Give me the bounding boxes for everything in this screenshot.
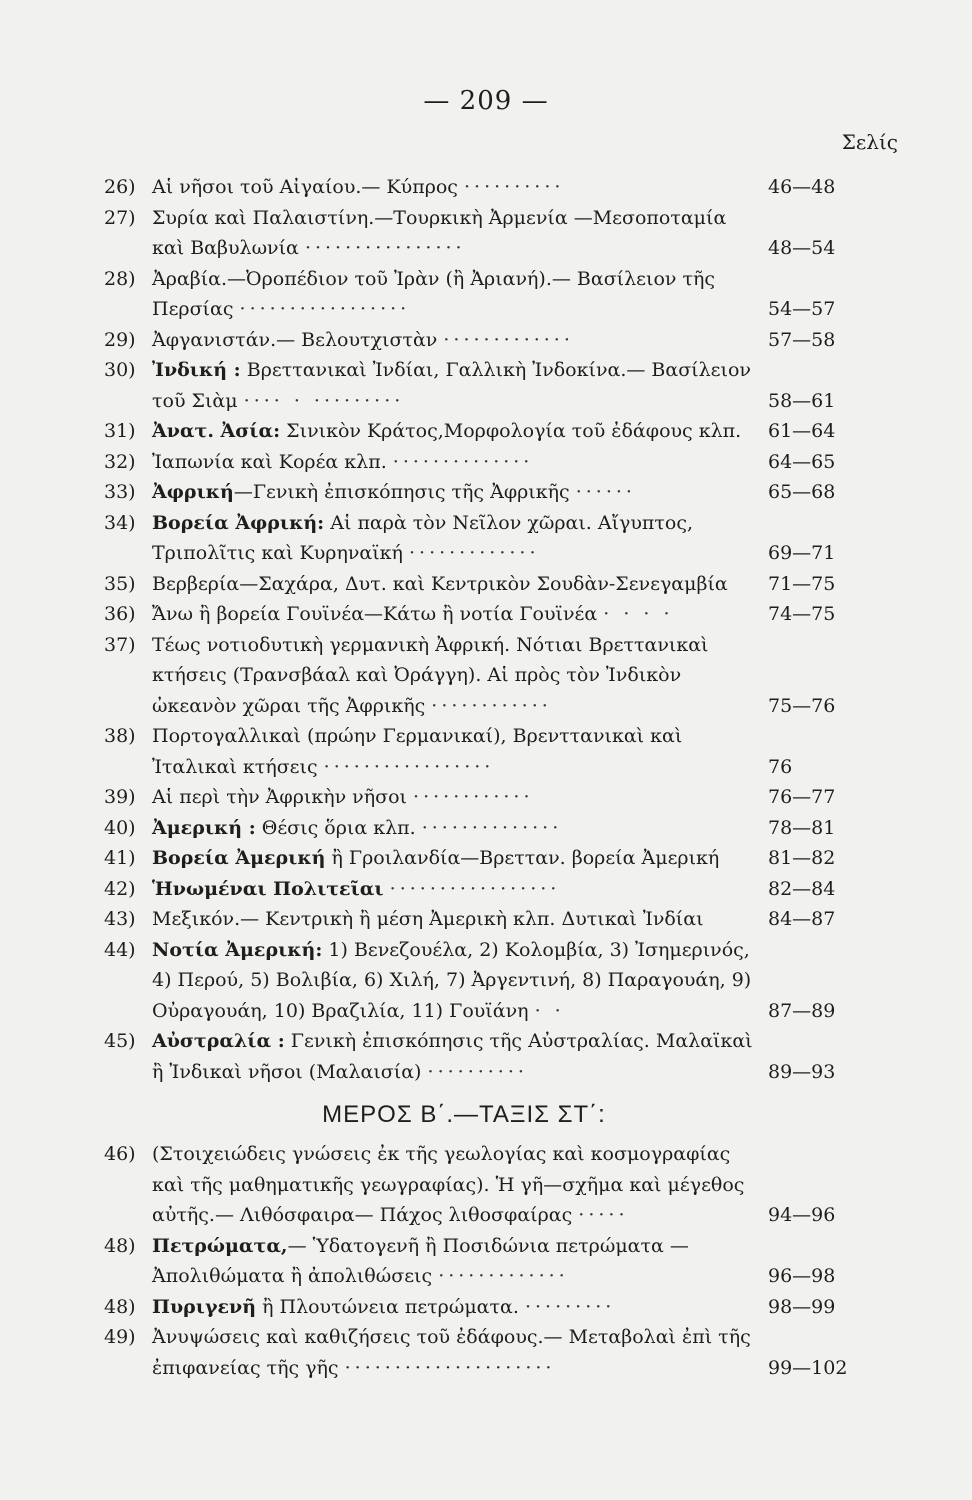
entry-pages: 75—76 [768, 694, 836, 717]
entry-number: 49) [104, 1326, 136, 1348]
entry-number: 29) [104, 328, 136, 351]
entry-text [152, 355, 760, 416]
entry-number: 27) [104, 206, 136, 229]
entry-pages: 65—68 [768, 481, 836, 503]
entry-number: 30) [104, 359, 136, 381]
entry-pages: 71—75 [768, 572, 836, 595]
leader-dots: ···· · ········· [243, 389, 405, 412]
entry-bold-title: Βορεία Ἀμερική [152, 847, 326, 869]
leader-dots: ················ [304, 237, 466, 259]
leader-dots: ············· [443, 328, 574, 351]
toc-entry [104, 325, 864, 356]
entry-number: 34) [104, 511, 136, 534]
entry-bold-title: Ἀνατ. Ἀσία: [152, 420, 281, 442]
leader-dots: ····· [578, 1204, 629, 1226]
toc-entry [104, 1322, 864, 1383]
entry-description: Αἱ παρὰ τὸν Νεῖλον χῶραι. Αἴγυπτος, Τριπολῖτις καὶ Κυρηναϊκή [152, 511, 694, 564]
entry-text [152, 1231, 760, 1292]
entry-number: 40) [104, 816, 136, 839]
entry-bold-title: Ἀμερική : [152, 816, 256, 839]
entry-text [152, 813, 760, 844]
toc-entry [104, 416, 864, 447]
toc-entry [104, 843, 864, 874]
leader-dots: ············ [413, 786, 534, 808]
entry-description: ἢ Πλουτώνεια πετρώματα. [256, 1295, 519, 1318]
toc-part-a [104, 172, 864, 1087]
pages-column-label: Σελίς [841, 130, 898, 154]
entry-pages: 76 [768, 755, 793, 778]
entry-number: 26) [104, 176, 136, 198]
toc-entry [104, 1231, 864, 1292]
entry-description: Αἱ περὶ τὴν Ἀφρικὴν νῆσοι [152, 786, 407, 808]
entry-number: 33) [104, 481, 136, 503]
entry-pages: 76—77 [768, 786, 836, 808]
toc-entry [104, 904, 864, 935]
table-of-contents [104, 172, 864, 1383]
entry-description: ἢ Γροιλανδία—Βρετταν. βορεία Ἀμερική [325, 847, 720, 869]
toc-part-b [104, 1139, 864, 1383]
entry-pages: 96—98 [768, 1265, 836, 1287]
entry-number: 31) [104, 420, 136, 442]
entry-number: 48) [104, 1234, 136, 1257]
entry-text [152, 264, 760, 325]
entry-description: Ἄνω ἢ βορεία Γουϊνέα—Κάτω ἢ νοτία Γουϊνέα [152, 603, 598, 625]
entry-text [152, 1139, 760, 1231]
toc-entry [104, 447, 864, 478]
entry-description: Τέως νοτιοδυτικὴ γερμανικὴ Ἀφρική. Νότιαι Βρεττανικαὶ κτήσεις (Τρανσβάαλ καὶ Ὀράγγη). Αἱ πρὸς τὸν Ἰνδικὸν ὠκεανὸν χῶραι τῆς Ἀφρικῆς [152, 633, 709, 717]
toc-entry [104, 355, 864, 416]
toc-entry [104, 1292, 864, 1323]
entry-pages: 69—71 [768, 542, 836, 564]
toc-entry [104, 264, 864, 325]
entry-description: Ἀφγανιστάν.— Βελουτχιστὰν [152, 328, 438, 351]
entry-pages: 54—57 [768, 298, 836, 320]
toc-entry [104, 630, 864, 722]
leader-dots: ······ [575, 481, 636, 503]
leader-dots: ················· [323, 755, 495, 778]
leader-dots: ············· [438, 1265, 569, 1287]
entry-description: Πορτογαλλικαὶ (πρώην Γερμανικαί), Βρενττανικαὶ καὶ Ἰταλικαὶ κτήσεις [152, 725, 683, 778]
toc-entry [104, 721, 864, 782]
entry-text [152, 935, 760, 1027]
entry-number: 36) [104, 603, 136, 625]
entry-pages: 57—58 [768, 328, 836, 351]
entry-text [152, 172, 760, 203]
toc-entry [104, 935, 864, 1027]
entry-bold-title: Ἰνδική : [152, 359, 241, 381]
toc-entry [104, 1026, 864, 1087]
entry-description: —Γενικὴ ἐπισκόπησις τῆς Ἀφρικῆς [233, 481, 570, 503]
entry-number: 41) [104, 847, 136, 869]
entry-text [152, 904, 760, 935]
entry-description: — Ὑδατογενῆ ἢ Ποσιδώνια πετρώματα —Ἀπολιθώματα ἢ ἀπολιθώσεις [152, 1234, 689, 1287]
entry-text [152, 416, 760, 447]
entry-description: Βρεττανικαὶ Ἰνδίαι, Γαλλικὴ Ἰνδοκίνα.— Βασίλειον τοῦ Σιὰμ [152, 359, 751, 412]
leader-dots: ·········· [427, 1060, 528, 1083]
toc-entry [104, 203, 864, 264]
entry-pages: 87—89 [768, 999, 836, 1022]
leader-dots: ·············· [421, 816, 563, 839]
entry-bold-title: Αὐστραλία : [152, 1030, 285, 1052]
entry-description: Βερβερία—Σαχάρα, Δυτ. καὶ Κεντρικὸν Σουδὰν-Σενεγαμβία [152, 572, 728, 595]
entry-description: Ἀνυψώσεις καὶ καθιζήσεις τοῦ ἐδάφους.— Μεταβολαὶ ἐπὶ τῆς ἐπιφανείας τῆς γῆς [152, 1326, 751, 1379]
toc-entry [104, 599, 864, 630]
leader-dots: ············ [431, 694, 552, 717]
entry-bold-title: Ἀφρική [152, 481, 234, 503]
entry-text [152, 508, 760, 569]
leader-dots: ·········· [464, 176, 565, 198]
leader-dots: ·············· [392, 450, 534, 473]
toc-entry [104, 813, 864, 844]
entry-number: 32) [104, 450, 136, 473]
entry-number: 35) [104, 572, 136, 595]
entry-pages: 64—65 [768, 450, 836, 473]
leader-dots: ····················· [344, 1356, 556, 1379]
entry-text [152, 325, 760, 356]
entry-number: 46) [104, 1143, 136, 1165]
leader-dots: ················· [389, 877, 561, 900]
entry-pages: 84—87 [768, 908, 836, 930]
entry-text [152, 782, 760, 813]
page-number: — 209 — [423, 86, 549, 116]
entry-description: Ἰαπωνία καὶ Κορέα κλπ. [152, 450, 387, 473]
entry-text [152, 477, 760, 508]
entry-text [152, 447, 760, 478]
entry-description: Αἱ νῆσοι τοῦ Αἰγαίου.— Κύπρος [152, 176, 458, 198]
entry-pages: 98—99 [768, 1295, 836, 1318]
toc-entry [104, 508, 864, 569]
entry-text [152, 630, 760, 722]
entry-text [152, 569, 760, 600]
entry-bold-title: Βορεία Ἀφρική: [152, 511, 325, 534]
entry-pages: 74—75 [768, 603, 836, 625]
entry-text [152, 1026, 760, 1087]
entry-number: 45) [104, 1030, 136, 1052]
entry-description: Γενικὴ ἐπισκόπησις τῆς Αὐστραλίας. Μαλαϊκαὶ ἢ Ἰνδικαὶ νῆσοι (Μαλαισία) [152, 1030, 753, 1083]
entry-text [152, 1292, 760, 1323]
entry-text [152, 1322, 760, 1383]
entry-number: 44) [104, 938, 136, 961]
entry-bold-title: Πετρώματα, [152, 1234, 288, 1257]
toc-entry [104, 477, 864, 508]
entry-number: 43) [104, 908, 136, 930]
entry-pages: 81—82 [768, 847, 836, 869]
entry-pages: 61—64 [768, 420, 836, 442]
entry-pages: 89—93 [768, 1060, 836, 1083]
entry-pages: 78—81 [768, 816, 836, 839]
entry-number: 37) [104, 633, 136, 656]
leader-dots: ············· [408, 542, 540, 564]
entry-bold-title: Πυριγενῆ [152, 1295, 257, 1318]
entry-pages: 48—54 [768, 237, 836, 259]
entry-number: 38) [104, 725, 136, 747]
entry-pages: 94—96 [768, 1204, 836, 1226]
entry-text [152, 203, 760, 264]
entry-description: Ἀραβία.—Ὀροπέδιον τοῦ Ἰρὰν (ἢ Ἀριανή).— Βασίλειον τῆς Περσίας [152, 267, 716, 320]
entry-number: 39) [104, 786, 136, 808]
entry-description: 1) Βενεζουέλα, 2) Κολομβία, 3) Ἰσημερινός, 4) Περού, 5) Βολιβία, 6) Χιλή, 7) Ἀργεντινή, 8) Παραγουάη, 9) Οὐραγουάη, 10) Βραζιλία, 11) Γουϊάνη [152, 938, 752, 1022]
leader-dots: · · [534, 999, 565, 1022]
entry-description: (Στοιχειώδεις γνώσεις ἐκ τῆς γεωλογίας καὶ κοσμογραφίας καὶ τῆς μαθηματικῆς γεωγραφίας). Ἡ γῆ—σχῆμα καὶ μέγεθος αὐτῆς.— Λιθόσφαιρα— Πάχος λιθοσφαίρας [152, 1143, 745, 1226]
entry-description: Μεξικόν.— Κεντρικὴ ἢ μέση Ἀμερικὴ κλπ. Δυτικαὶ Ἰνδίαι [152, 908, 704, 930]
toc-entry [104, 1139, 864, 1231]
entry-bold-title: Νοτία Ἀμερική: [152, 938, 323, 961]
toc-entry [104, 569, 864, 600]
entry-description: Συρία καὶ Παλαιστίνη.—Τουρκικὴ Ἀρμενία —Μεσοποταμία καὶ Βαβυλωνία [152, 206, 727, 259]
toc-entry [104, 782, 864, 813]
entry-description: Σινικὸν Κράτος,Μορφολογία τοῦ ἐδάφους κλπ. [280, 420, 742, 442]
entry-pages: 58—61 [768, 389, 836, 412]
section-heading: ΜΕΡΟΣ Β΄.—ΤΑΞΙΣ ΣΤ΄: [322, 1101, 606, 1128]
entry-number: 48) [104, 1295, 136, 1318]
entry-bold-title: Ἡνωμέναι Πολιτεῖαι [152, 877, 384, 900]
toc-entry [104, 874, 864, 905]
leader-dots: ········· [524, 1295, 616, 1318]
entry-number: 28) [104, 267, 136, 290]
entry-text [152, 843, 760, 874]
entry-number: 42) [104, 877, 136, 900]
leader-dots: · · · · [603, 603, 674, 625]
toc-entry [104, 172, 864, 203]
entry-pages: 46—48 [768, 176, 836, 198]
entry-description: Θέσις ὅρια κλπ. [255, 816, 416, 839]
entry-text [152, 874, 760, 905]
leader-dots: ················· [239, 298, 411, 320]
entry-text [152, 599, 760, 630]
entry-pages: 99—102 [768, 1356, 848, 1379]
entry-text [152, 721, 760, 782]
entry-pages: 82—84 [768, 877, 836, 900]
